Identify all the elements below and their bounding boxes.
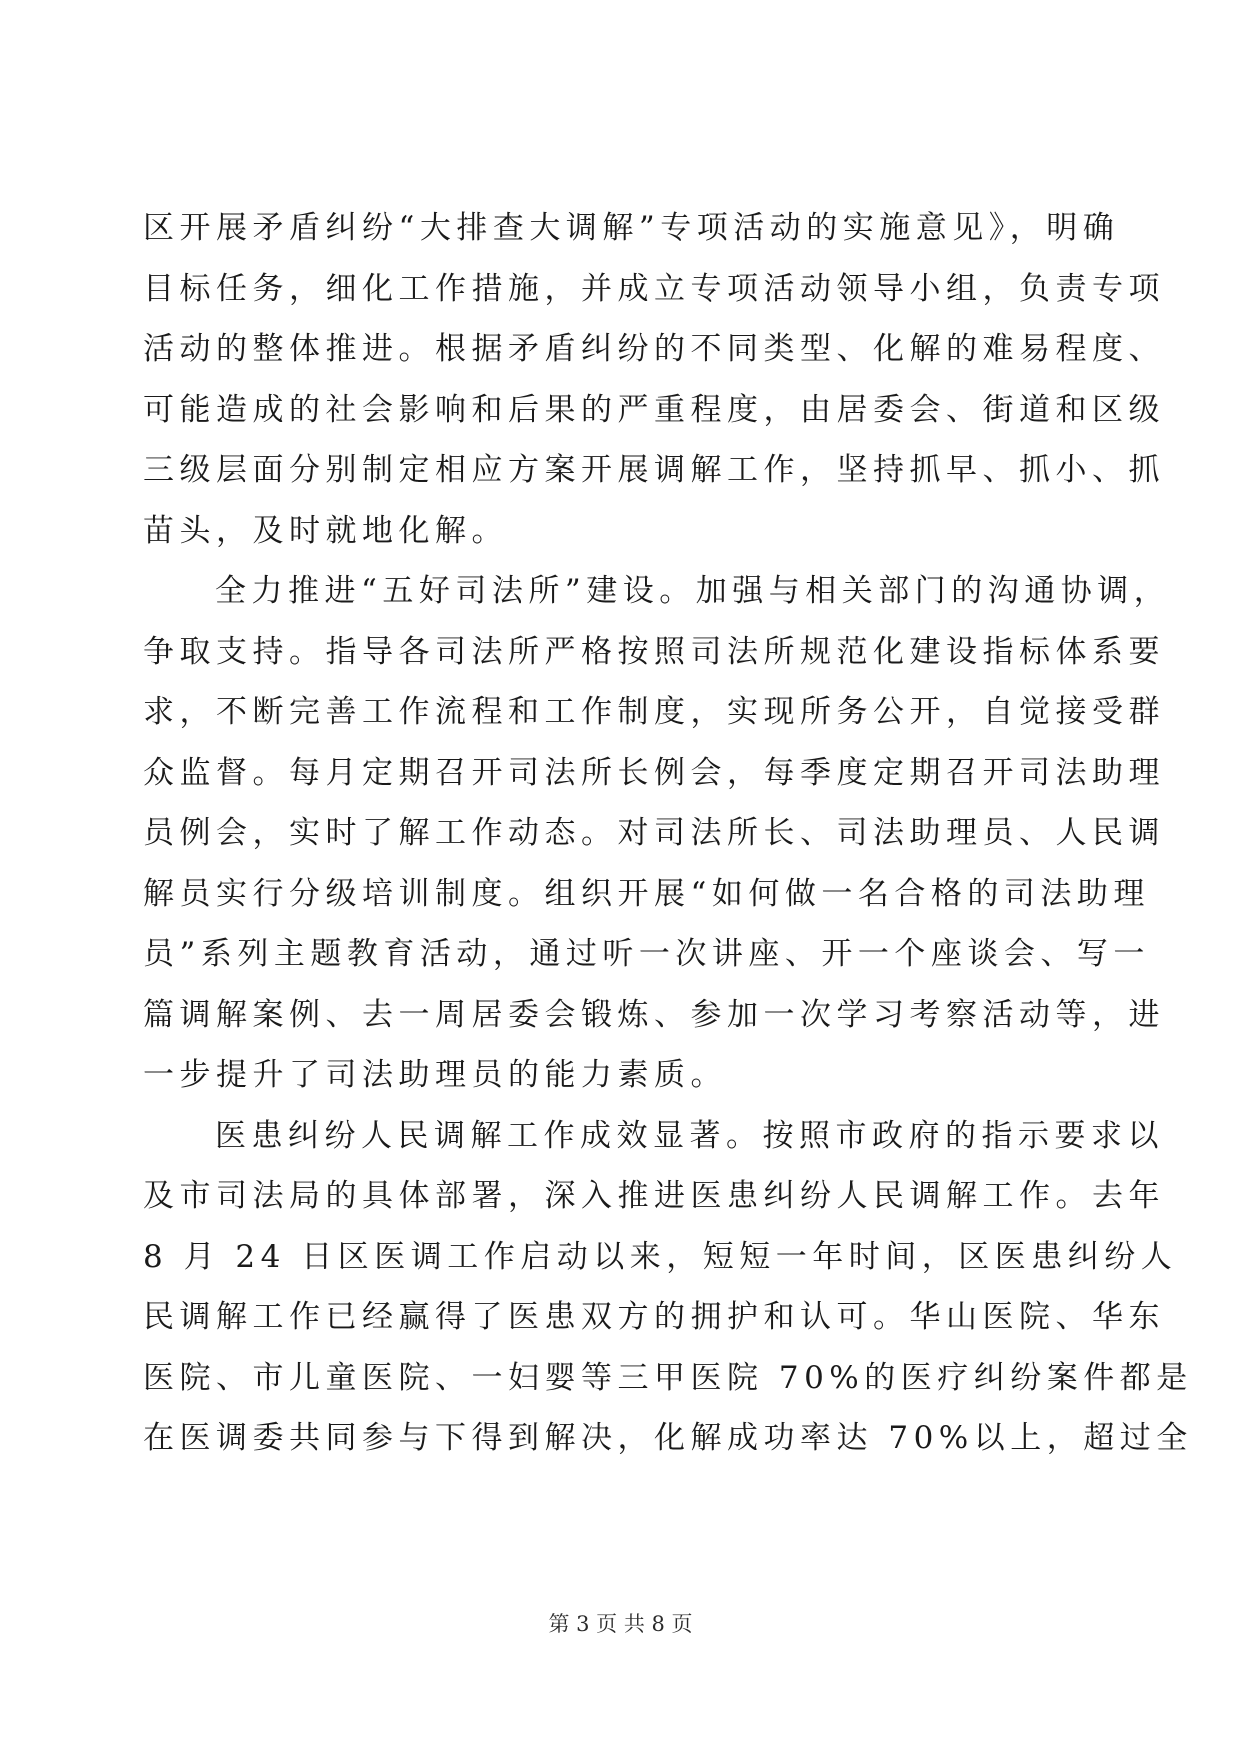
paragraph-1 (143, 198, 1165, 561)
text-line: 活动的整体推进。根据矛盾纠纷的不同类型、化解的难易程度、 (143, 331, 1165, 367)
text-line: 区开展矛盾纠纷“大排查大调解”专项活动的实施意见》，明确 (143, 210, 1120, 246)
text-line: 争取支持。指导各司法所严格按照司法所规范化建设指标体系要 (143, 633, 1165, 670)
text-line: 8 月 24 日区医调工作启动以来，短短一年时间，区医患纠纷人 (143, 1238, 1178, 1275)
text-line: 及市司法局的具体部署，深入推进医患纠纷人民调解工作。去年 (143, 1178, 1165, 1214)
page-number-footer: 第 3 页 共 8 页 (548, 1612, 693, 1636)
text-line: 可能造成的社会影响和后果的严重程度，由居委会、街道和区级 (143, 391, 1165, 428)
paragraph-3 (143, 1106, 1193, 1469)
text-line: 篇调解案例、去一周居委会锻炼、参加一次学习考察活动等，进 (143, 996, 1165, 1033)
text-line: 医患纠纷人民调解工作成效显著。按照市政府的指示要求以 (215, 1117, 1164, 1154)
text-line: 解员实行分级培训制度。组织开展“如何做一名合格的司法助理 (143, 875, 1150, 912)
text-line: 目标任务，细化工作措施，并成立专项活动领导小组，负责专项 (143, 270, 1165, 307)
text-line: 员例会，实时了解工作动态。对司法所长、司法助理员、人民调 (143, 815, 1165, 851)
text-line: 员”系列主题教育活动，通过听一次讲座、开一个座谈会、写一 (143, 936, 1150, 972)
text-line: 全力推进“五好司法所”建设。加强与相关部门的沟通协调， (215, 573, 1171, 609)
document-body (143, 198, 1193, 1469)
text-line: 求，不断完善工作流程和工作制度，实现所务公开，自觉接受群 (143, 694, 1165, 730)
text-line: 医院、市儿童医院、一妇婴等三甲医院 70%的医疗纠纷案件都是 (143, 1359, 1193, 1396)
text-line: 三级层面分别制定相应方案开展调解工作，坚持抓早、抓小、抓 (143, 452, 1165, 488)
text-line: 苗头，及时就地化解。 (143, 512, 508, 549)
paragraph-2 (143, 561, 1171, 1106)
text-line: 众监督。每月定期召开司法所长例会，每季度定期召开司法助理 (143, 754, 1165, 791)
text-line: 在医调委共同参与下得到解决，化解成功率达 70%以上，超过全 (143, 1420, 1193, 1456)
text-line: 民调解工作已经赢得了医患双方的拥护和认可。华山医院、华东 (143, 1299, 1165, 1335)
text-line: 一步提升了司法助理员的能力素质。 (143, 1057, 727, 1093)
